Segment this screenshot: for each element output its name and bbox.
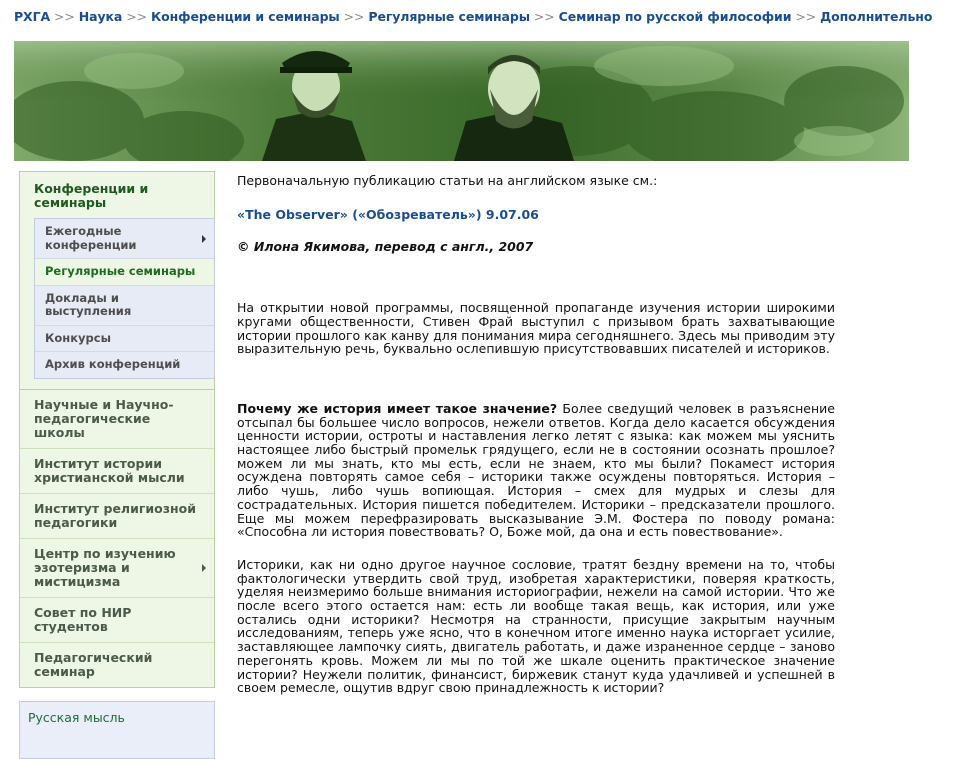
article-paragraph: На открытии новой программы, посвященной пропаганде изучения истории широкими кругами общественности, Стивен Фрай выступил с призывом брать захватывающие истории прошлого как канву для понимания мира сегодняшнего. Здесь мы приводим эту выразительную речь, буквально ослепившую присутствовавших писателей и историков.	[237, 300, 835, 357]
breadcrumb-link-conferences[interactable]: Конференции и семинары	[151, 9, 340, 24]
sidebar-submenu-wrapper	[19, 218, 215, 379]
sidebar-submenu	[34, 218, 215, 379]
breadcrumb-link-regular-seminars[interactable]: Регулярные семинары	[368, 9, 530, 24]
sidebar-section-title[interactable]: Конференции и семинары	[19, 171, 215, 218]
sidebar-item-conference-archive[interactable]	[35, 352, 214, 378]
sidebar-item-reports[interactable]	[35, 286, 214, 326]
header-banner-image	[14, 41, 909, 161]
sidebar-item-label: Регулярные семинары	[45, 264, 196, 278]
sidebar-russian-thought-link[interactable]	[19, 701, 215, 759]
breadcrumb-separator: >>	[343, 9, 365, 24]
banner-illustration	[14, 41, 909, 161]
sidebar-item-label: Русская мысль	[28, 709, 125, 725]
sidebar-item-regular-seminars[interactable]	[35, 259, 214, 286]
breadcrumb-separator: >>	[795, 9, 817, 24]
paragraph-body: Более сведущий человек в разъяснение отсыпал бы большее число вопросов, нежели ответов. Когда дело касается обсуждения ценности истории, остроты и наставления легко летят с языка: как можем мы уяснить настоящее либо быстрый промельк грядущего, если не в состоянии осознать прошлое? можем ли мы знать, кто мы есть, если не знаем, кто мы были? Покамест история осуждена повторять самое себя – историки также осуждены повторяться. История – либо чушь, либо чушь вопиющая. История – смех для мудрых и слезы для сострадательных. История пишется победителем. Историки – предсказатели прошлого. Еще мы можем перефразировать высказывание Э.М. Фостера по поводу романа: «Способна ли история повествовать? О, Боже мой, да она и есть повествование».	[237, 400, 835, 540]
sidebar-item-label: Научные и Научно-педагогические школы	[34, 396, 174, 440]
sidebar-item-institute-pedagogy[interactable]	[20, 494, 214, 539]
submenu-arrow-icon	[202, 564, 206, 572]
sidebar-item-label: Совет по НИР студентов	[34, 604, 132, 634]
sidebar-main-list	[19, 389, 215, 688]
sidebar-item-label: Центр по изучению эзотеризма и мистицизма	[34, 545, 176, 589]
article-content	[237, 171, 835, 695]
article-paragraph	[237, 402, 835, 539]
breadcrumb	[14, 9, 932, 24]
source-link[interactable]	[237, 208, 835, 222]
sidebar-spacer	[19, 379, 215, 389]
breadcrumb-link-philosophy-seminar[interactable]: Семинар по русской философии	[558, 9, 792, 24]
submenu-arrow-icon	[202, 235, 206, 243]
sidebar-item-label: Ежегодные конференции	[45, 224, 137, 252]
sidebar-item-schools[interactable]	[20, 390, 214, 449]
sidebar-item-annual-conferences[interactable]	[35, 219, 214, 259]
sidebar-item-pedagogical-seminar[interactable]	[20, 643, 214, 687]
breadcrumb-link-science[interactable]: Наука	[78, 9, 123, 24]
sidebar-item-contests[interactable]	[35, 326, 214, 353]
breadcrumb-separator: >>	[126, 9, 148, 24]
sidebar-item-label: Конкурсы	[45, 330, 111, 345]
paragraph-lead: Почему же история имеет такое значение?	[237, 400, 558, 416]
sidebar-item-label: Институт истории христианской мысли	[34, 455, 185, 485]
breadcrumb-link-additional[interactable]: Дополнительно	[820, 9, 933, 24]
source-link-text[interactable]: «The Observer» («Обозреватель») 9.07.06	[237, 206, 539, 222]
intro-text: Первоначальную публикацию статьи на английском языке см.:	[237, 173, 658, 188]
sidebar-item-esotericism-center[interactable]	[20, 539, 214, 598]
breadcrumb-separator: >>	[533, 9, 555, 24]
breadcrumb-separator: >>	[54, 9, 75, 24]
sidebar	[19, 171, 215, 759]
sidebar-item-label: Педагогический семинар	[34, 649, 153, 679]
article-paragraph: Историки, как ни одно другое научное сословие, тратят бездну времени на то, чтобы фактологически утвердить свой труд, изобретая характеристики, поверяя краткость, уделяя неизмеримо больше внимания историографии, нежели на самой истории. Что же после всего этого остается нам: есть ли вообще такая вещь, как история, или уже остались одни историки? Несмотря на странности, присущие закрытым научным исследованиям, теперь уже ясно, что в конечном итоге именно наука исторгает усилие, заставляющее лампочку сиять, двигатель работать, и даже израненное сердце – заново перегонять кровь. Можем ли мы по той же шкале оценить практическое значение истории? Неужели политик, финансист, биржевик станут куда удачливей и успешней в своем ремесле, ощутив вдруг свою принадлежность к истории?	[237, 556, 835, 696]
sidebar-item-label: Доклады и выступления	[45, 290, 132, 318]
breadcrumb-link-rhga[interactable]: РХГА	[14, 9, 51, 24]
copyright-line: © Илона Якимова, перевод с англ., 2007	[237, 239, 534, 255]
sidebar-item-label: Институт религиозной педагогики	[34, 500, 196, 530]
sidebar-item-institute-history[interactable]	[20, 449, 214, 494]
sidebar-item-student-council[interactable]	[20, 598, 214, 643]
sidebar-item-label: Архив конференций	[45, 357, 181, 371]
